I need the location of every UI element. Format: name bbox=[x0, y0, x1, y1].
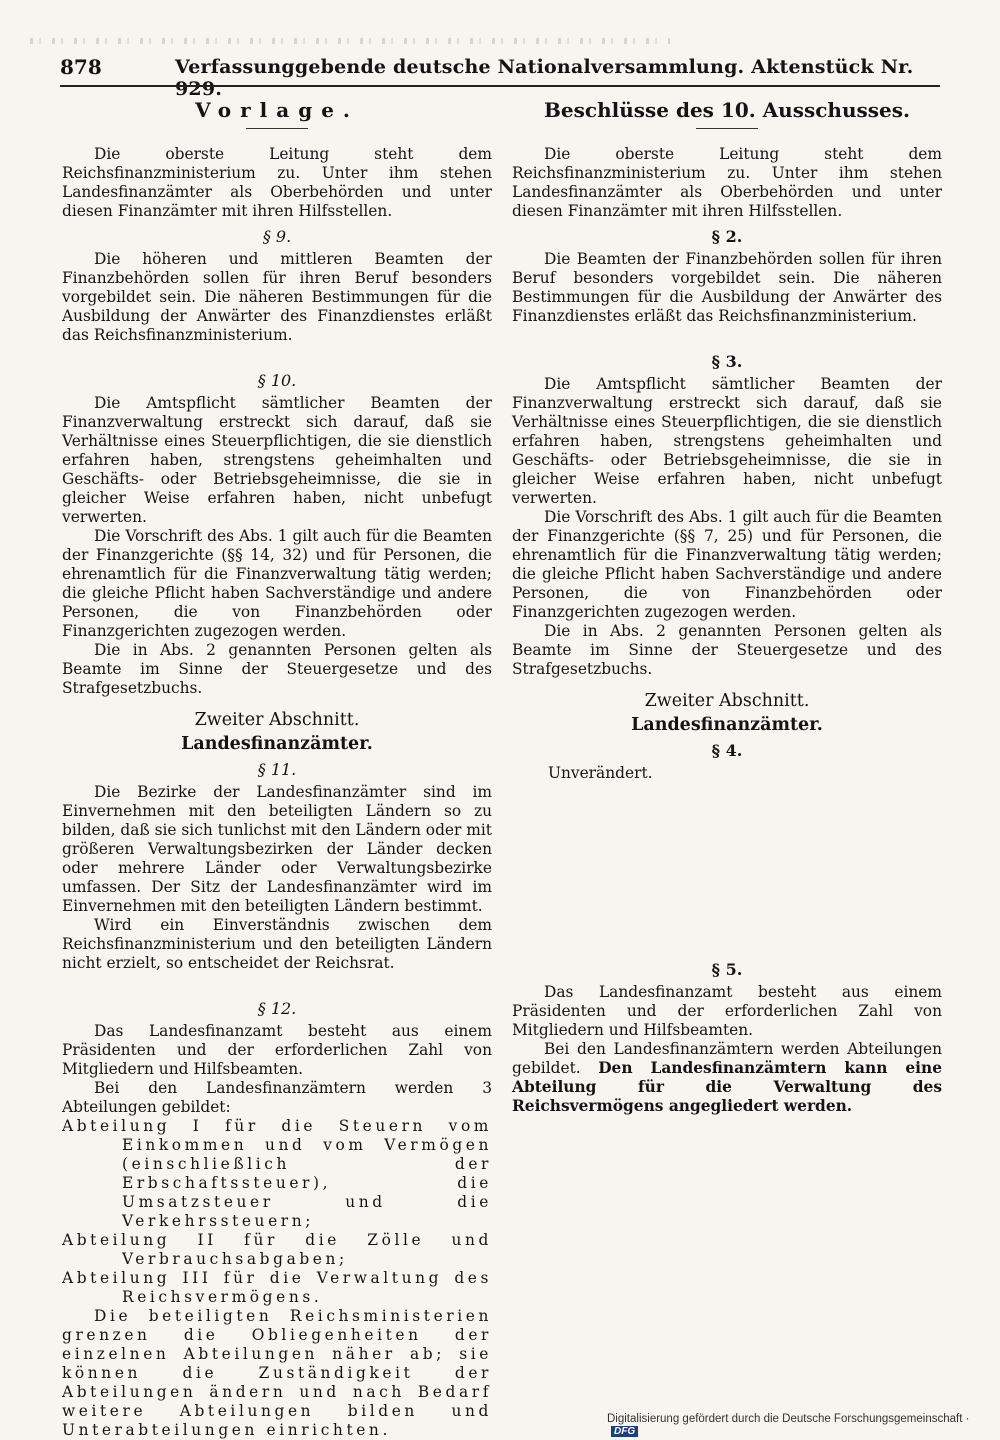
title-rule bbox=[696, 128, 758, 129]
section-paragraph: Das Landesfinanzamt besteht aus einem Präsidenten und der erforderlichen Zahl von Mitgliedern und Hilfsbeamten. bbox=[62, 1022, 492, 1078]
intro-paragraph: Die oberste Leitung steht dem Reichsfinanzministerium zu. Unter ihm stehen Landesfinanzämter als Oberbehörden und unter diesen Finanzämter mit ihren Hilfsstellen. bbox=[62, 145, 492, 220]
running-title: Verfassunggebende deutsche Nationalversammlung. Aktenstück Nr. 929. bbox=[175, 56, 914, 100]
page-header bbox=[60, 55, 940, 100]
credit-text: Digitalisierung gefördert durch die Deutsche Forschungsgemeinschaft · bbox=[607, 1413, 970, 1425]
title-rule bbox=[246, 128, 308, 129]
footer-credit bbox=[607, 1413, 1000, 1437]
intro-paragraph: Die oberste Leitung steht dem Reichsfinanzministerium zu. Unter ihm stehen Landesfinanzämter als Oberbehörden und unter diesen Finanzämter mit ihren Hilfsstellen. bbox=[512, 145, 942, 220]
section-heading: § 2. bbox=[711, 227, 743, 246]
section-paragraph bbox=[512, 1040, 942, 1116]
department-item: Abteilung I für die Steuern vom Einkommen und vom Vermögen (einschließlich der Erbschaftssteuer), die Umsatzsteuer und die Verkehrssteuern; bbox=[62, 1117, 492, 1230]
section-paragraph: Die Amtspflicht sämtlicher Beamten der Finanzverwaltung erstreckt sich darauf, daß sie Verhältnisse eines Steuerpflichtigen, die sie dienstlich erfahren haben, strengstens geheimhalten und Geschäfts- oder Betriebsgeheimnisse, die sie in gleicher Weise erfahren haben, nicht unbefugt verwerten. bbox=[62, 394, 492, 526]
section-heading: § 11. bbox=[257, 760, 297, 779]
plain-text: Bei den Landesfinanzämtern werden Abteilungen gebildet. bbox=[512, 1040, 942, 1077]
department-item: Abteilung III für die Verwaltung des Reichsvermögens. bbox=[62, 1269, 492, 1306]
unchanged-note: Unverändert. bbox=[548, 764, 653, 782]
column-title: Vorlage. bbox=[195, 98, 359, 122]
column-title: Beschlüsse des 10. Ausschusses. bbox=[544, 98, 910, 122]
section-paragraph: Wird ein Einverständnis zwischen dem Reichsfinanzministerium und den beteiligten Ländern nicht erzielt, so entscheidet der Reichsrat. bbox=[62, 916, 492, 972]
column-vorlage bbox=[62, 98, 492, 1440]
section-paragraph: Die höheren und mittleren Beamten der Finanzbehörden sollen für ihren Beruf besonders vorgebildet sein. Die näheren Bestimmungen für die Ausbildung der Anwärter des Finanzdienstes erläßt das Reichsfinanzministerium. bbox=[62, 250, 492, 344]
section-paragraph: Das Landesfinanzamt besteht aus einem Präsidenten und der erforderlichen Zahl von Mitgliedern und Hilfsbeamten. bbox=[512, 983, 942, 1039]
section-paragraph: Die beteiligten Reichsministerien grenzen die Obliegenheiten der einzelnen Abteilungen näher ab; sie können die Zuständigkeit der Abteilungen ändern und nach Bedarf weitere Abteilungen bilden und Unterabteilungen einrichten. bbox=[62, 1307, 492, 1439]
section-heading: § 10. bbox=[257, 371, 297, 390]
section-paragraph: Die Amtspflicht sämtlicher Beamten der Finanzverwaltung erstreckt sich darauf, daß sie Verhältnisse eines Steuerpflichtigen, die sie dienstlich erfahren haben, strengstens geheimhalten und Geschäfts- oder Betriebsgeheimnisse, die sie in gleicher Weise erfahren haben, nicht unbefugt verwerten. bbox=[512, 375, 942, 507]
amended-text: Den Landesfinanzämtern kann eine Abteilung für die Verwaltung des Reichsvermögens angegliedert werden. bbox=[512, 1059, 942, 1115]
chapter-title: Landesfinanzämter. bbox=[631, 715, 823, 735]
section-heading: § 9. bbox=[262, 227, 292, 246]
section-heading: § 3. bbox=[711, 352, 743, 371]
chapter-label: Zweiter Abschnitt. bbox=[644, 691, 810, 711]
section-paragraph: Die Beamten der Finanzbehörden sollen für ihren Beruf besonders vorgebildet sein. Die näheren Bestimmungen für die Ausbildung der Anwärter des Finanzdienstes erläßt das Reichsfinanzministerium. bbox=[512, 250, 942, 325]
page-number: 878 bbox=[60, 55, 102, 79]
section-paragraph: Die Bezirke der Landesfinanzämter sind im Einvernehmen mit den beteiligten Ländern so zu bilden, daß sie sich tunlichst mit den Ländern oder mit größeren Verwaltungsbezirken der Länder decken oder mehrere Länder oder Verwaltungsbezirke umfassen. Der Sitz der Landesfinanzämter wird im Einvernehmen mit den beteiligten Ländern bestimmt. bbox=[62, 783, 492, 915]
section-paragraph: Die in Abs. 2 genannten Personen gelten als Beamte im Sinne der Steuergesetze und des Strafgesetzbuchs. bbox=[62, 641, 492, 697]
chapter-title: Landesfinanzämter. bbox=[181, 734, 373, 754]
section-paragraph: Die Vorschrift des Abs. 1 gilt auch für die Beamten der Finanzgerichte (§§ 14, 32) und für Personen, die ehrenamtlich für die Finanzverwaltung tätig werden; die gleiche Pflicht haben Sachverständige und andere Personen, die von Finanzbehörden oder Finanzgerichten zugezogen werden. bbox=[62, 527, 492, 640]
scan-noise bbox=[30, 38, 670, 44]
dfg-logo: DFG bbox=[611, 1426, 638, 1437]
section-paragraph: Die in Abs. 2 genannten Personen gelten als Beamte im Sinne der Steuergesetze und des Strafgesetzbuchs. bbox=[512, 622, 942, 678]
header-rule bbox=[60, 85, 940, 87]
column-beschluesse bbox=[512, 98, 942, 1116]
section-heading: § 4. bbox=[711, 741, 743, 760]
section-heading: § 5. bbox=[711, 960, 743, 979]
section-paragraph: Bei den Landesfinanzämtern werden 3 Abteilungen gebildet: bbox=[62, 1079, 492, 1116]
section-paragraph: Die Vorschrift des Abs. 1 gilt auch für die Beamten der Finanzgerichte (§§ 7, 25) und für Personen, die ehrenamtlich für die Finanzverwaltung tätig werden; die gleiche Pflicht haben Sachverständige und andere Personen, die von Finanzbehörden oder Finanzgerichten zugezogen werden. bbox=[512, 508, 942, 621]
chapter-label: Zweiter Abschnitt. bbox=[194, 710, 360, 730]
department-item: Abteilung II für die Zölle und Verbrauchsabgaben; bbox=[62, 1231, 492, 1268]
section-heading: § 12. bbox=[257, 999, 297, 1018]
